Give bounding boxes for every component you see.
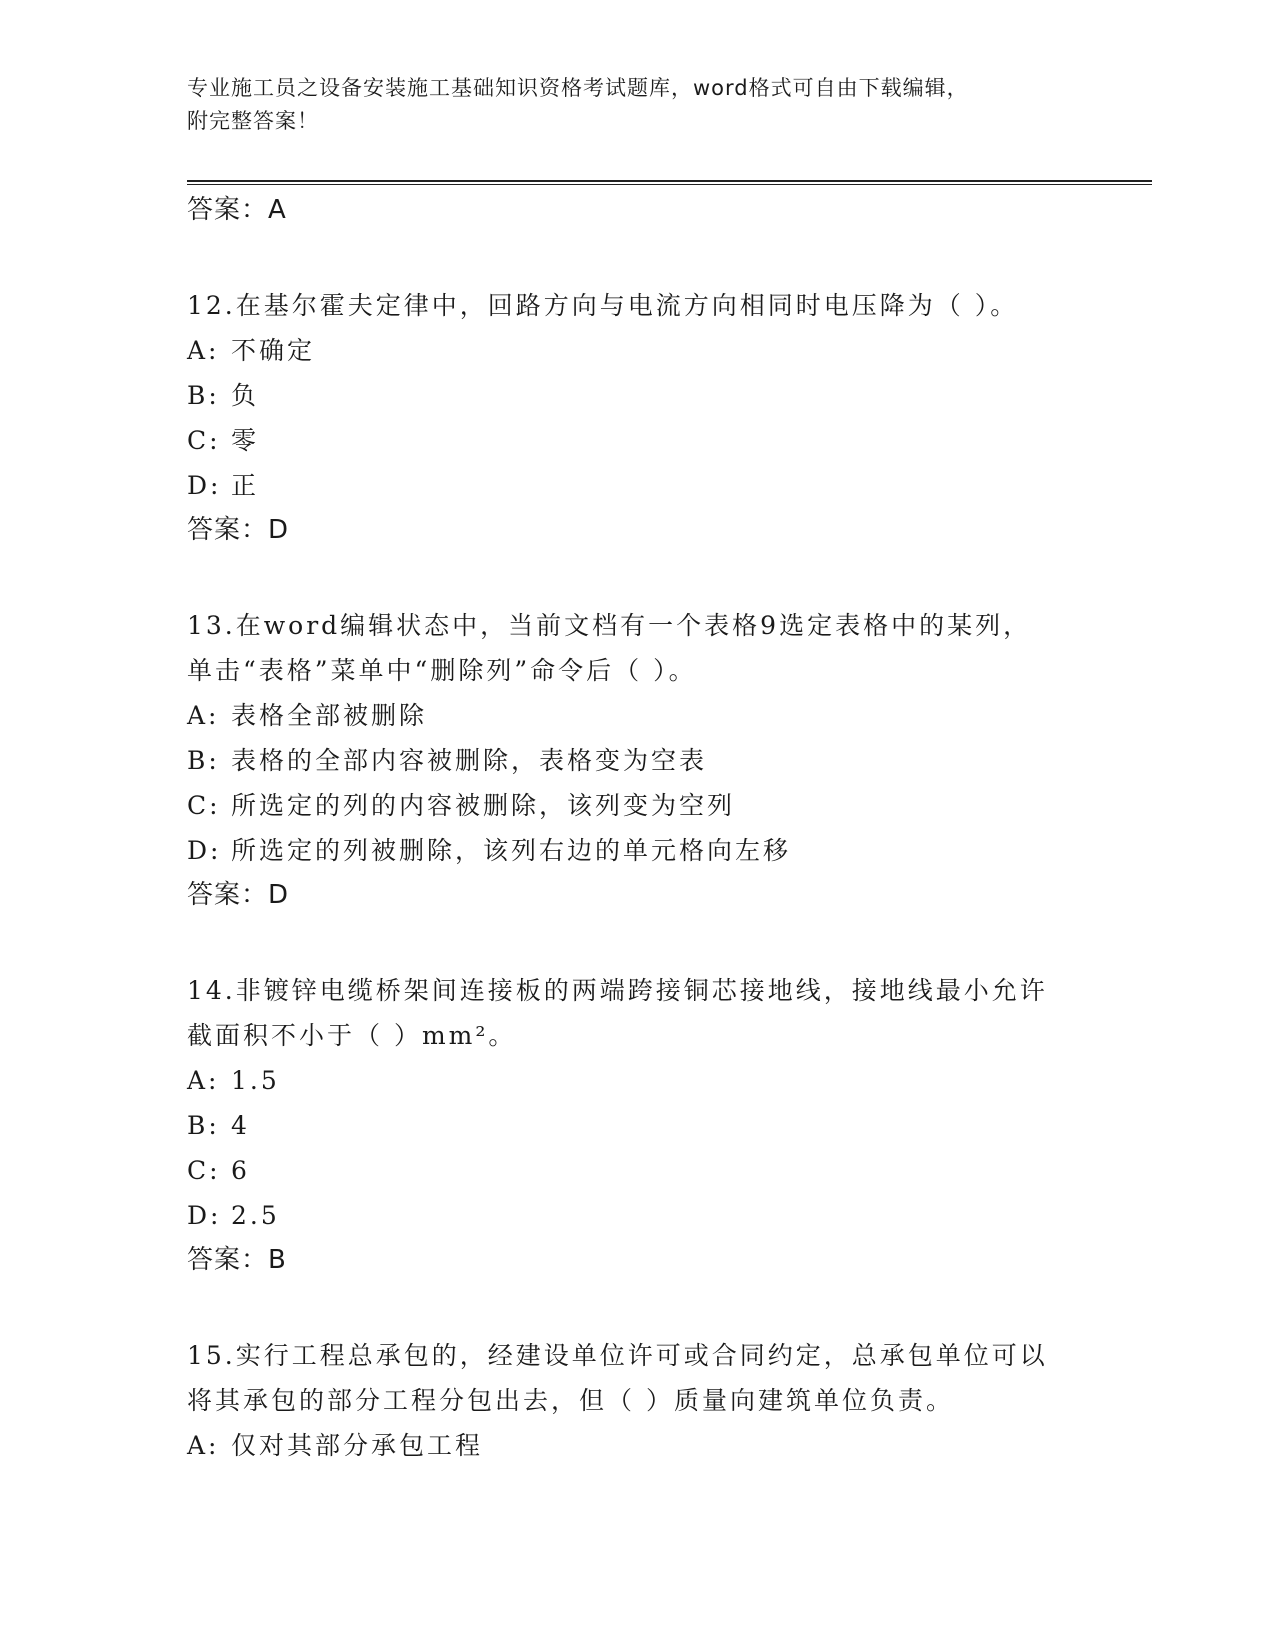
question-block [187,1333,1107,1468]
question-text: 将其承包的部分工程分包出去，但（ ）质量向建筑单位负责。 [187,1386,954,1415]
option-text: 仅对其部分承包工程 [231,1431,484,1460]
answer-label: 答案： [187,880,269,910]
previous-answer [187,188,1107,233]
option-row [187,1148,1107,1193]
question-text: 13.在word编辑状态中，当前文档有一个表格9选定表格中的某列， [187,611,1032,640]
option-text: 6 [231,1156,250,1185]
option-text: 所选定的列的内容被删除，该列变为空列 [231,791,736,820]
option-text: 表格全部被删除 [231,701,428,730]
option-text: 零 [231,426,260,455]
option-letter: B: [187,1111,220,1140]
question-block [187,968,1107,1283]
question-block [187,283,1107,553]
question-text: 14.非镀锌电缆桥架间连接板的两端跨接铜芯接地线，接地线最小允许 [187,976,1048,1005]
option-letter: A: [187,1431,220,1460]
question-list [187,186,1107,1468]
option-row [187,418,1107,463]
questions [187,233,1107,1468]
header-rule-thick [187,180,1152,182]
option-row [187,1423,1107,1468]
option-row [187,373,1107,418]
option-text: 表格的全部内容被删除，表格变为空表 [231,746,708,775]
option-letter: A: [187,701,220,730]
option-text: 4 [231,1111,250,1140]
question-block [187,603,1107,918]
option-row [187,328,1107,373]
option-letter: A: [187,336,220,365]
answer-line [187,873,1107,918]
option-row [187,783,1107,828]
option-row [187,693,1107,738]
option-text: 负 [231,381,260,410]
option-letter: B: [187,746,220,775]
question-gap [187,918,1107,968]
option-text: 正 [231,471,260,500]
option-letter: C: [187,1156,221,1185]
option-text: 1.5 [231,1066,280,1095]
header-line-2: 附完整答案！ [187,109,319,133]
question-text: 单击“表格”菜单中“删除列”命令后（ ）。 [187,656,697,685]
answer-label: 答案： [187,515,269,545]
option-letter: A: [187,1066,220,1095]
question-gap [187,553,1107,603]
option-text: 所选定的列被删除，该列右边的单元格向左移 [231,836,792,865]
question-text: 截面积不小于（ ）mm²。 [187,1021,517,1050]
option-letter: B: [187,381,220,410]
option-letter: C: [187,791,221,820]
option-row [187,828,1107,873]
answer-label: 答案： [187,1245,269,1275]
option-row [187,1058,1107,1103]
question-gap [187,233,1107,283]
question-gap [187,1283,1107,1333]
question-text: 12.在基尔霍夫定律中，回路方向与电流方向相同时电压降为（ ）。 [187,291,1019,320]
answer-value: D [268,515,290,545]
option-row [187,463,1107,508]
answer-label: 答案： [187,195,269,225]
option-text: 2.5 [231,1201,280,1230]
answer-line [187,1238,1107,1283]
answer-value: B [268,1245,287,1275]
option-letter: D: [187,1201,222,1230]
option-text: 不确定 [231,336,316,365]
page-header [187,72,1087,138]
option-row [187,1103,1107,1148]
question-text: 15.实行工程总承包的，经建设单位许可或合同约定，总承包单位可以 [187,1341,1048,1370]
option-row [187,738,1107,783]
answer-value: D [268,880,290,910]
option-row [187,1193,1107,1238]
option-letter: D: [187,836,222,865]
header-line-1: 专业施工员之设备安装施工基础知识资格考试题库，word格式可自由下载编辑， [187,76,969,100]
option-letter: C: [187,426,221,455]
option-letter: D: [187,471,222,500]
answer-value: A [268,195,287,225]
header-rule-thin [187,184,1152,185]
answer-line [187,508,1107,553]
